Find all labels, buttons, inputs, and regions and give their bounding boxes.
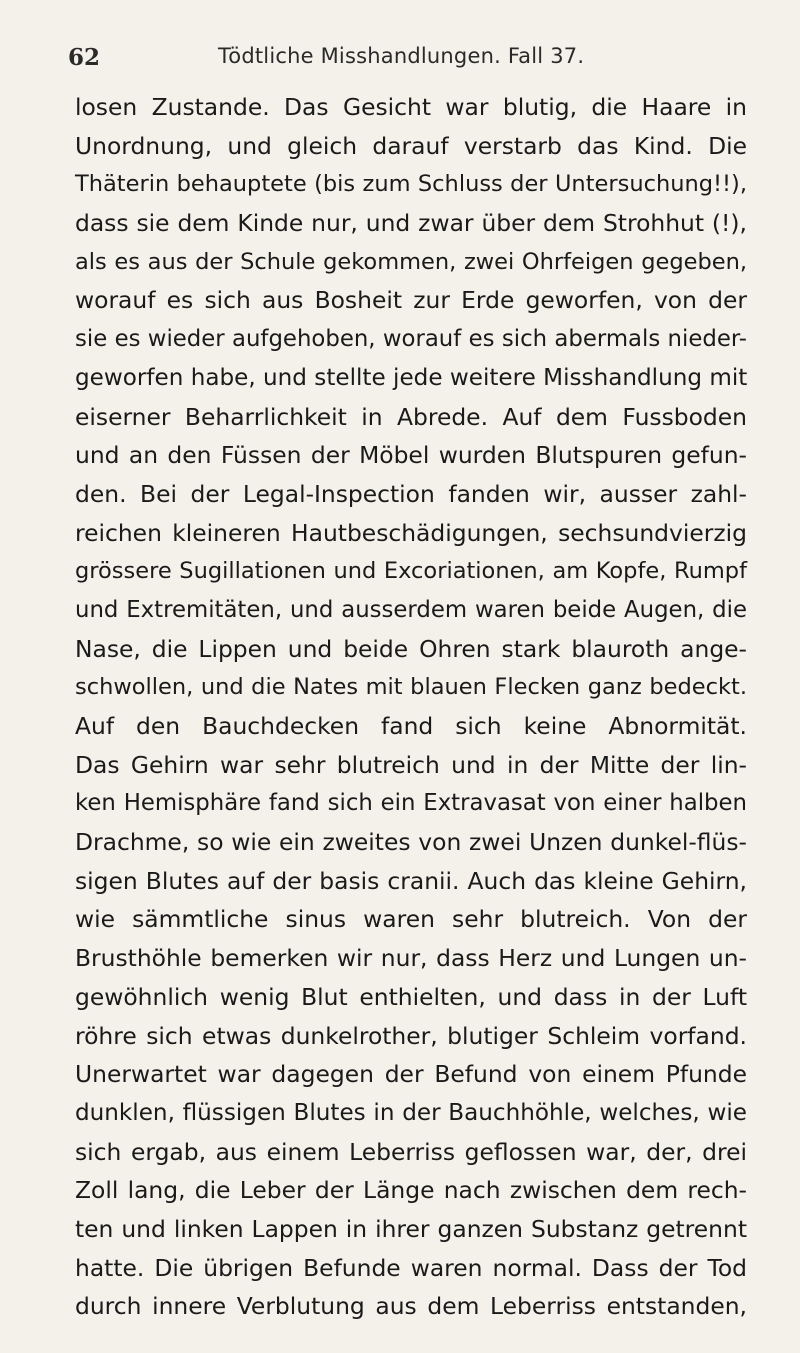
running-header (68, 44, 748, 78)
text-line: den. Bei der Legal-Inspection fanden wir, ausser zahl- (75, 479, 747, 508)
text-line: grössere Sugillationen und Excoriationen, am Kopfe, Rumpf (75, 558, 747, 585)
body-text (75, 88, 747, 1326)
text-line: geworfen habe, und stellte jede weitere Misshandlung mit (75, 364, 748, 391)
text-line: sie es wieder aufgehoben, worauf es sich abermals nieder- (75, 326, 747, 353)
text-line: und Extremitäten, und ausserdem waren beide Augen, die (75, 596, 747, 623)
page-number: 62 (68, 44, 101, 71)
text-line: durch innere Verblutung aus dem Leberriss entstanden, (75, 1292, 747, 1321)
text-line: hatte. Die übrigen Befunde waren normal. Dass der Tod (75, 1253, 747, 1282)
text-line: und an den Füssen der Möbel wurden Blutspuren gefun- (75, 441, 747, 470)
text-line: Drachme, so wie ein zweites von zwei Unzen dunkel-flüs- (75, 828, 747, 857)
text-line: Unordnung, und gleich darauf verstarb das Kind. Die (75, 131, 747, 160)
text-line: Unerwartet war dagegen der Befund von einem Pfunde (75, 1060, 747, 1089)
text-line: als es aus der Schule gekommen, zwei Ohrfeigen gegeben, (75, 248, 747, 275)
text-line: dass sie dem Kinde nur, und zwar über dem Strohhut (!), (75, 209, 747, 238)
text-line: sigen Blutes auf der basis cranii. Auch das kleine Gehirn, (75, 866, 747, 895)
text-line: reichen kleineren Hautbeschädigungen, sechsundvierzig (75, 518, 747, 547)
text-line: gewöhnlich wenig Blut enthielten, und dass in der Luft (75, 982, 747, 1011)
running-title: Tödtliche Misshandlungen. Fall 37. (218, 44, 585, 68)
text-line: Thäterin behauptete (bis zum Schluss der Untersuchung!!), (75, 171, 747, 198)
text-line: röhre sich etwas dunkelrother, blutiger Schleim vorfand. (75, 1021, 747, 1050)
text-line: worauf es sich aus Bosheit zur Erde geworfen, von der (75, 286, 747, 315)
text-line: losen Zustande. Das Gesicht war blutig, die Haare in (75, 93, 747, 121)
text-line: Das Gehirn war sehr blutreich und in der Mitte der lin- (75, 750, 747, 779)
text-line: Auf den Bauchdecken fand sich keine Abnormität. (75, 712, 747, 740)
text-line: ten und linken Lappen in ihrer ganzen Substanz getrennt (75, 1214, 747, 1243)
text-line: ken Hemisphäre fand sich ein Extravasat von einer halben (75, 790, 747, 817)
text-line: wie sämmtliche sinus waren sehr blutreich. Von der (75, 905, 747, 934)
text-line: Brusthöhle bemerken wir nur, dass Herz und Lungen un- (75, 944, 747, 973)
text-line: dunklen, flüssigen Blutes in der Bauchhöhle, welches, wie (75, 1099, 747, 1126)
text-line: schwollen, und die Nates mit blauen Flecken ganz bedeckt. (75, 674, 747, 701)
text-line: Zoll lang, die Leber der Länge nach zwischen dem rech- (75, 1176, 747, 1205)
text-line: eiserner Beharrlichkeit in Abrede. Auf dem Fussboden (75, 402, 747, 431)
text-line: Nase, die Lippen und beide Ohren stark blauroth ange- (75, 634, 747, 663)
text-line: sich ergab, aus einem Leberriss geflossen war, der, drei (75, 1137, 747, 1166)
